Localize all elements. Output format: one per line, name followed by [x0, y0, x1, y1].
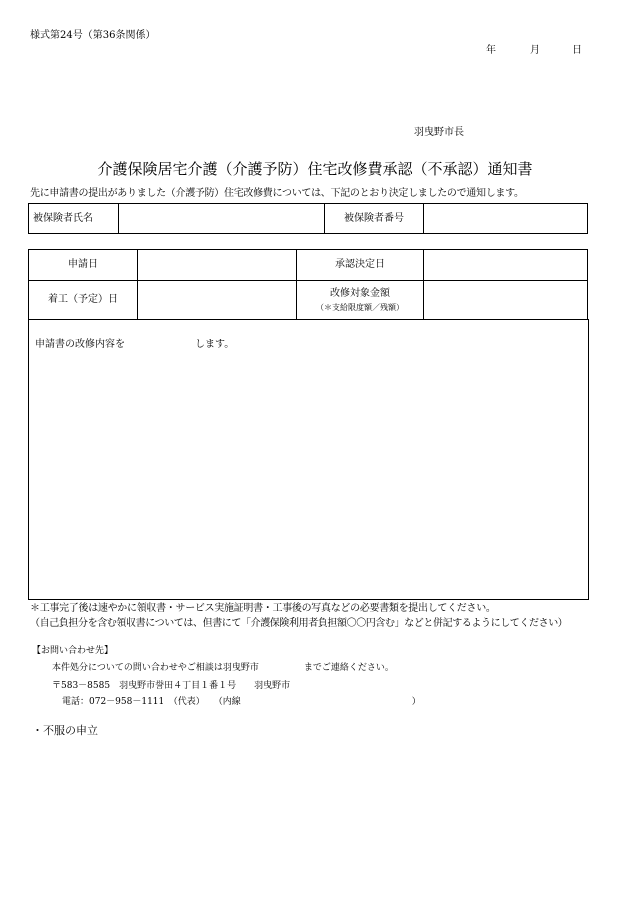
amount-label-cell: [297, 281, 424, 320]
content-box: [28, 319, 589, 600]
intro-text: 先に申請書の提出がありました（介護予防）住宅改修費については、下記のとおり決定しましたので通知します。: [30, 188, 524, 199]
date-day-label: 日: [572, 45, 582, 56]
inquiry-address: 〒583－8585 羽曳野市誉田４丁目１番１号 羽曳野市: [52, 681, 291, 691]
date-month-label: 月: [530, 45, 540, 56]
inquiry-header: 【お問い合わせ先】: [32, 646, 114, 656]
insured-name-label: 被保険者氏名: [29, 204, 119, 234]
form-number: 様式第24号（第36条関係）: [30, 30, 156, 41]
insured-name-field[interactable]: [119, 204, 325, 234]
start-date-field[interactable]: [138, 281, 297, 320]
amount-note: （＊支給限度額／残額）: [316, 302, 404, 312]
date-year-label: 年: [486, 45, 496, 56]
insured-number-field[interactable]: [424, 204, 588, 234]
approval-date-label: 承認決定日: [297, 250, 424, 281]
document-title: 介護保険居宅介護（介護予防）住宅改修費承認（不承認）通知書: [97, 160, 533, 178]
amount-label: 改修対象金額: [330, 287, 390, 299]
insured-table: [28, 203, 588, 234]
appeal-heading: ・不服の申立: [32, 724, 98, 737]
amount-field[interactable]: [424, 281, 588, 320]
insured-number-label: 被保険者番号: [325, 204, 424, 234]
application-date-label: 申請日: [29, 250, 138, 281]
inquiry-line-1: 本件処分についての問い合わせやご相談は羽曳野市 までご連絡ください。: [52, 663, 394, 673]
start-date-label: 着工（予定）日: [29, 281, 138, 320]
application-date-field[interactable]: [138, 250, 297, 281]
inquiry-phone: 電話：072－958－1111 （代表） （内線 ）: [62, 697, 421, 707]
content-text: 申請書の改修内容を します。: [35, 339, 235, 350]
note-line-1: ＊工事完了後は速やかに領収書・サービス実施証明書・工事後の写真などの必要書類を提出してください。: [30, 603, 496, 614]
approval-date-field[interactable]: [424, 250, 588, 281]
issuer: 羽曳野市長: [414, 127, 464, 138]
note-line-2: （自己負担分を含む領収書については、但書にて「介護保険利用者負担額〇〇円含む」などと併記するようにしてください）: [30, 618, 568, 629]
decision-table: [28, 249, 588, 320]
